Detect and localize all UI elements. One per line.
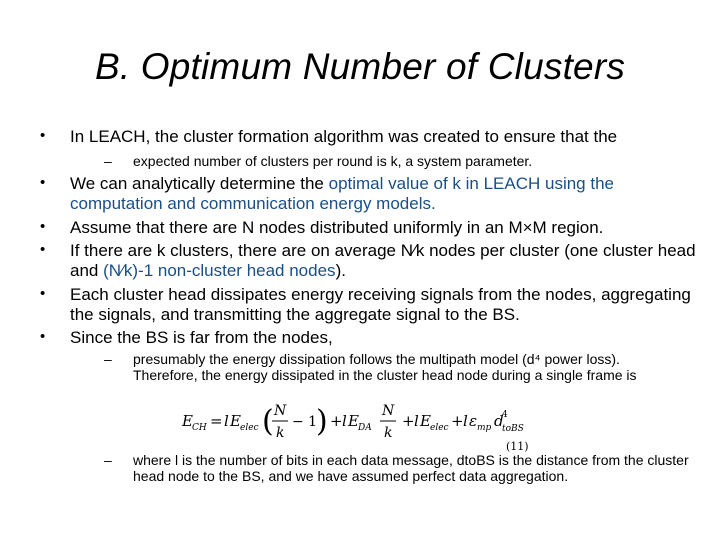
svg-text:+: + bbox=[330, 412, 343, 430]
svg-text:k: k bbox=[384, 425, 393, 441]
svg-text:+: + bbox=[402, 412, 415, 430]
svg-text:=: = bbox=[210, 412, 223, 430]
text-highlight: (N⁄k)-1 non-cluster head nodes bbox=[103, 260, 336, 280]
svg-text:DA: DA bbox=[358, 423, 372, 433]
text-highlight: optimal value of k in LEACH using the computation and communication energy models. bbox=[70, 174, 614, 213]
svg-text:4: 4 bbox=[502, 410, 508, 420]
svg-text:ε: ε bbox=[469, 412, 478, 430]
text-normal: ). bbox=[335, 260, 346, 280]
sub-bullet-text: presumably the energy dissipation follows the multipath model (d⁴ power loss). Therefore, the energy dissipated in the cluster head node during a single frame is bbox=[133, 351, 637, 383]
eq-lhs: E bbox=[182, 412, 193, 430]
svg-text:N: N bbox=[274, 403, 287, 419]
svg-text:(: ( bbox=[262, 404, 274, 439]
bullet-marker: • bbox=[40, 174, 46, 191]
svg-text:l: l bbox=[414, 412, 419, 430]
svg-text:− 1: − 1 bbox=[292, 414, 318, 430]
svg-text:): ) bbox=[316, 404, 328, 439]
svg-text:l: l bbox=[463, 412, 468, 430]
svg-text:elec: elec bbox=[240, 423, 259, 433]
sub-bullet-text: where l is the number of bits in each data message, dtoBS is the distance from the cluster head node to the BS, and we have assumed perfect data aggregation. bbox=[133, 452, 689, 484]
dash-marker: – bbox=[104, 351, 112, 367]
eq-lhs-sub: CH bbox=[192, 423, 207, 433]
bullet-marker: • bbox=[40, 328, 46, 345]
svg-text:elec: elec bbox=[430, 423, 449, 433]
bullet-text bbox=[70, 174, 710, 213]
svg-text:E: E bbox=[230, 412, 241, 430]
bullet-marker: • bbox=[40, 285, 46, 302]
equation-figure bbox=[180, 395, 540, 453]
sub-bullet-text: expected number of clusters per round is k, a system parameter. bbox=[133, 153, 533, 169]
bullet-marker: • bbox=[40, 218, 46, 235]
eq-l: l bbox=[224, 412, 229, 430]
svg-text:toBS: toBS bbox=[502, 424, 524, 434]
bullet-marker: • bbox=[40, 241, 46, 258]
text-normal: If there are k clusters, there are on average N⁄k nodes per cluster (one cluster head and bbox=[70, 241, 696, 280]
text-normal: We can analytically determine the bbox=[70, 174, 329, 193]
bullet-text: Assume that there are N nodes distributed uniformly in an M×M region. bbox=[70, 218, 604, 237]
svg-text:k: k bbox=[276, 425, 285, 441]
dash-marker: – bbox=[104, 452, 112, 468]
svg-text:E: E bbox=[348, 412, 359, 430]
eq-number: (11) bbox=[506, 440, 529, 453]
svg-text:N: N bbox=[382, 403, 395, 419]
bullet-marker: • bbox=[40, 127, 46, 144]
bullet-text: In LEACH, the cluster formation algorithm was created to ensure that the bbox=[70, 127, 618, 146]
bullet-text bbox=[70, 241, 710, 280]
dash-marker: – bbox=[104, 153, 112, 169]
svg-text:l: l bbox=[342, 412, 347, 430]
svg-text:+: + bbox=[451, 412, 464, 430]
slide-title: B. Optimum Number of Clusters bbox=[94, 46, 626, 87]
svg-text:mp: mp bbox=[477, 423, 492, 433]
svg-text:d: d bbox=[494, 412, 504, 430]
bullet-text: Since the BS is far from the nodes, bbox=[70, 328, 333, 347]
bullet-text: Each cluster head dissipates energy receiving signals from the nodes, aggregating the signals, and transmitting the aggregate signal to the BS. bbox=[70, 285, 691, 324]
energy-equation bbox=[180, 395, 540, 453]
svg-text:E: E bbox=[420, 412, 431, 430]
